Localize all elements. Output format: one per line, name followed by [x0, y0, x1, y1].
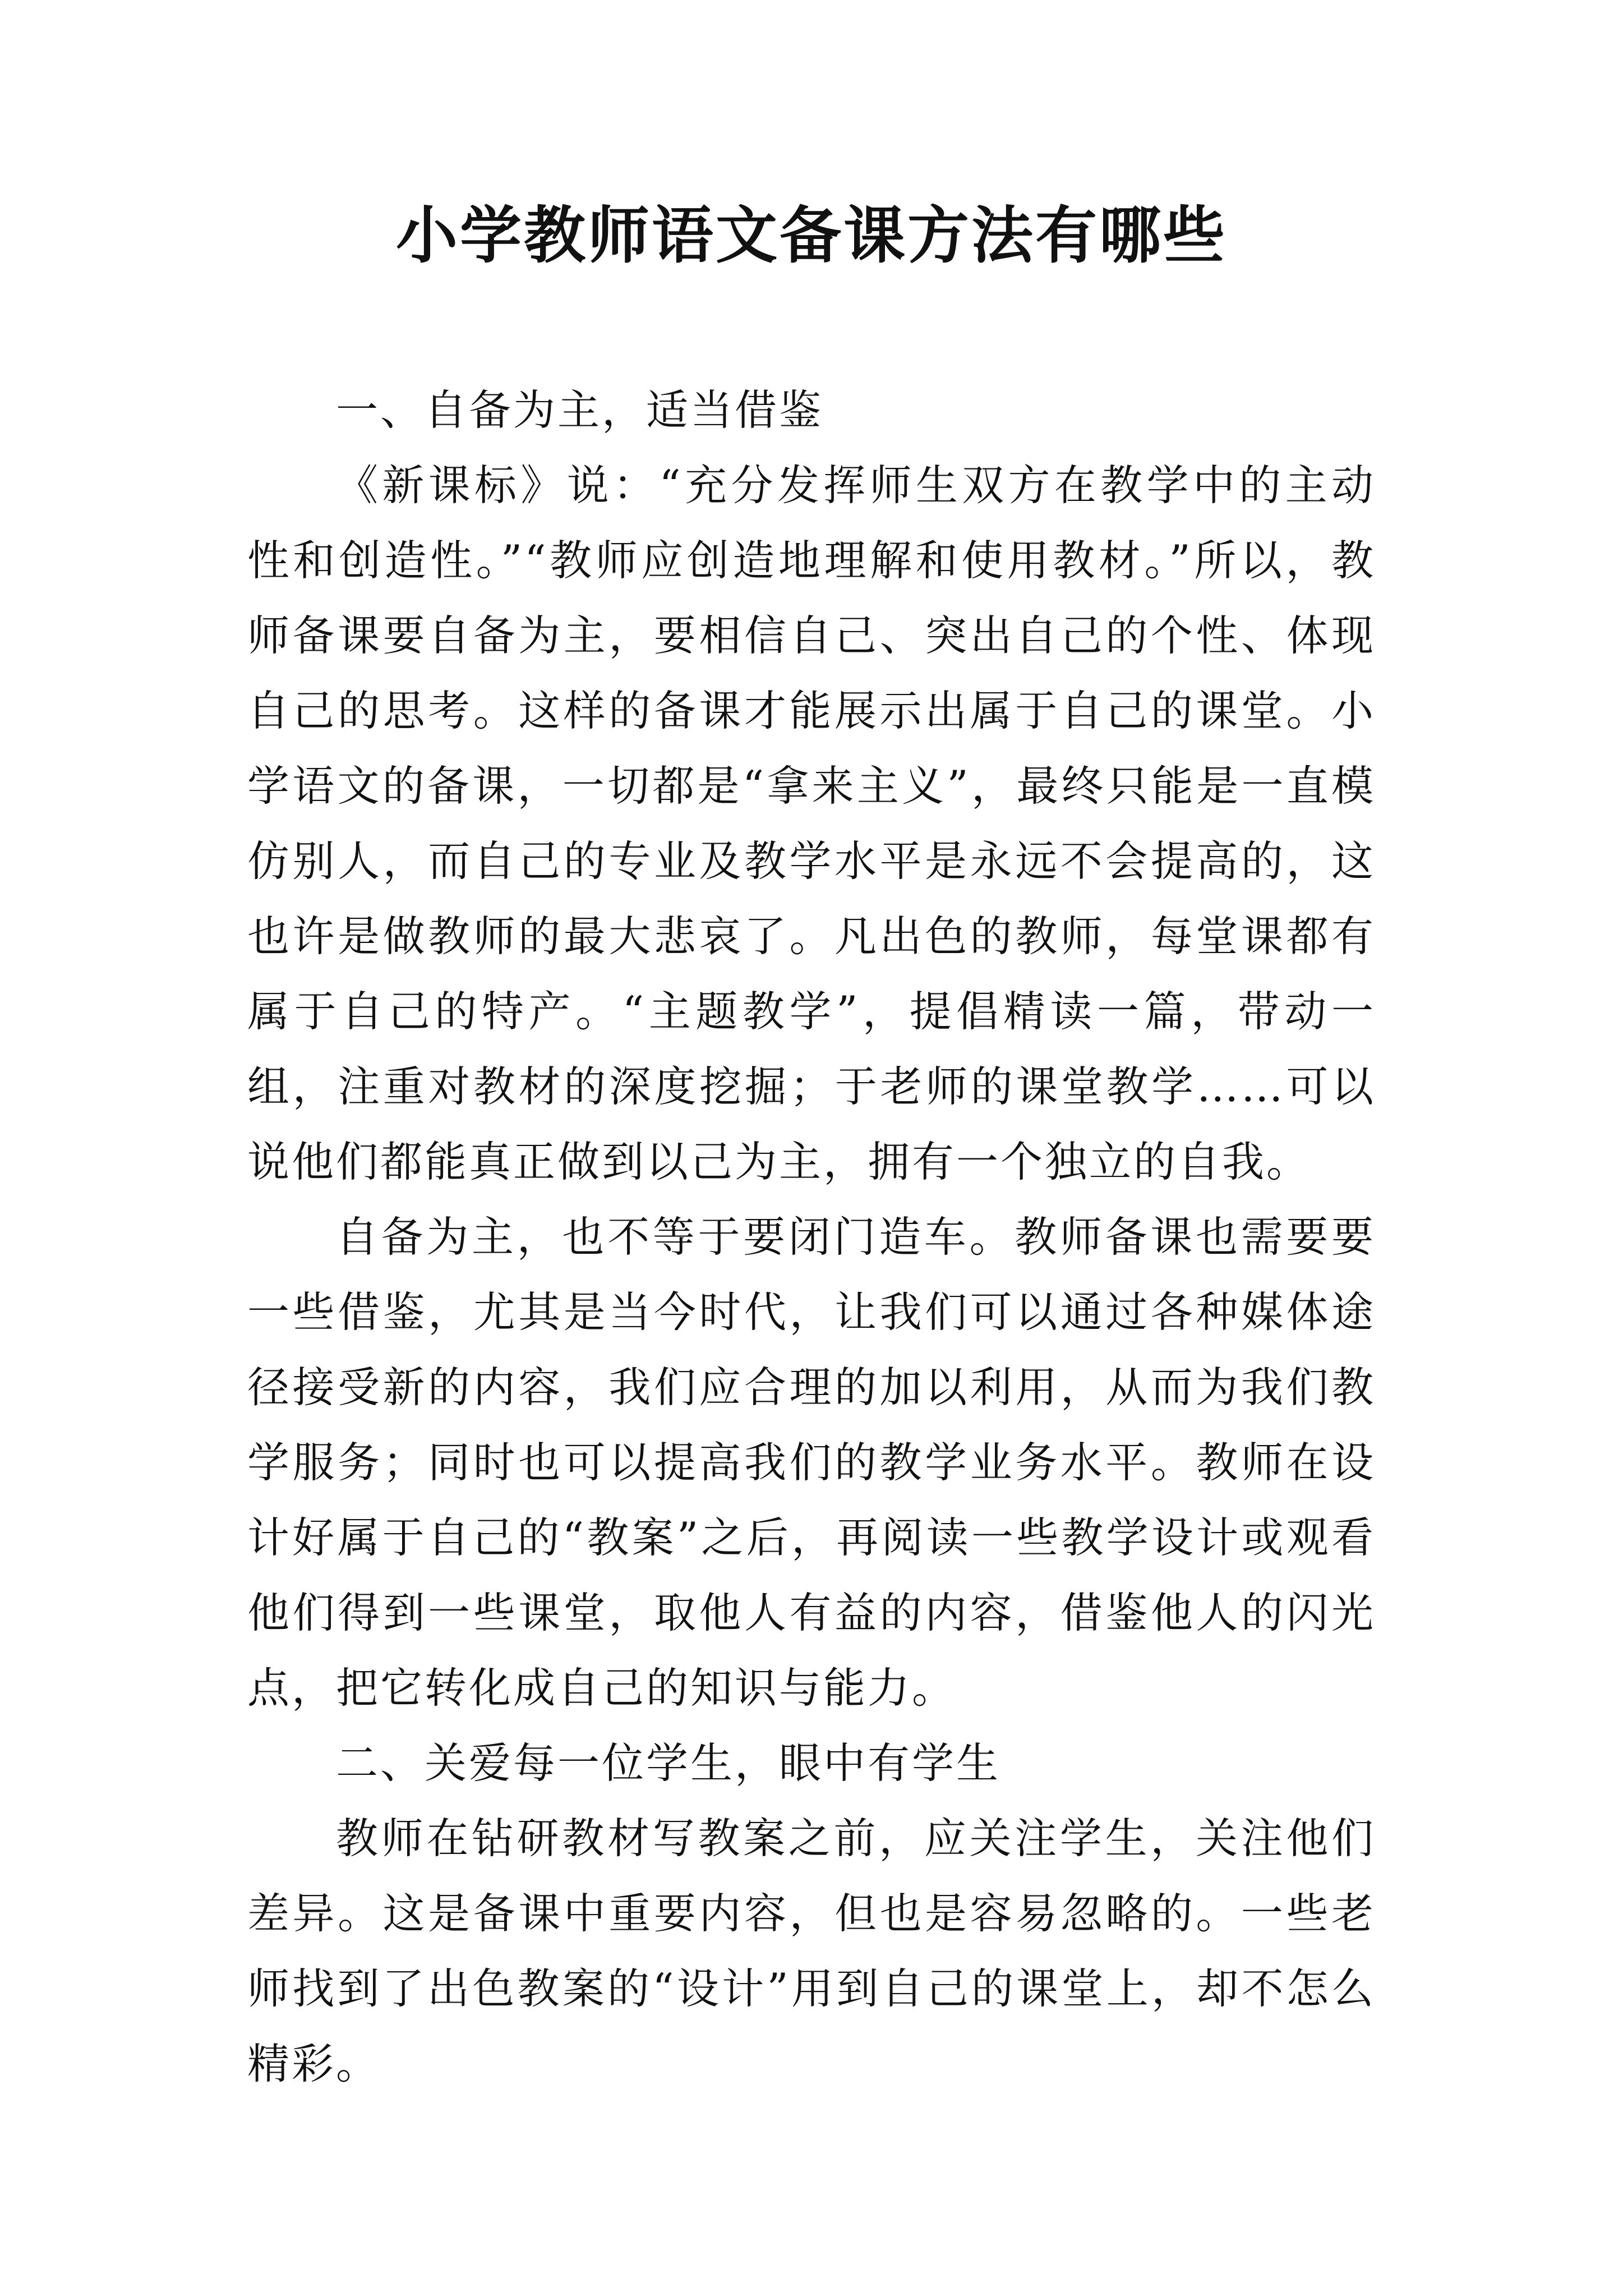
body-paragraph: 《新课标》说：“充分发挥师生双方在教学中的主动性和创造性。”“教师应创造地理解和使用教材。”所以，教师备课要自备为主，要相信自己、突出自己的个性、体现自己的思考。这样的备课才能展示出属于自己的课堂。小学语文的备课，一切都是“拿来主义”，最终只能是一直模仿别人，而自己的专业及教学水平是永远不会提高的，这也许是做教师的最大悲哀了。凡出色的教师，每堂课都有属于自己的特产。“主题教学”，提倡精读一篇，带动一组，注重对教材的深度挖掘；于老师的课堂教学……可以说他们都能真正做到以己为主，拥有一个独立的自我。: [247, 461, 1376, 1186]
document-body: [247, 372, 1376, 2101]
body-paragraph: 教师在钻研教材写教案之前，应关注学生，关注他们差异。这是备课中重要内容，但也是容易忽略的。一些老师找到了出色教案的“设计”用到自己的课堂上，却不怎么精彩。: [247, 1814, 1376, 2088]
body-paragraph: 自备为主，也不等于要闭门造车。教师备课也需要要一些借鉴，尤其是当今时代，让我们可以通过各种媒体途径接受新的内容，我们应合理的加以利用，从而为我们教学服务；同时也可以提高我们的教学业务水平。教师在设计好属于自己的“教案”之后，再阅读一些教学设计或观看他们得到一些课堂，取他人有益的内容，借鉴他人的闪光点，把它转化成自己的知识与能力。: [247, 1212, 1376, 1713]
document-title: 小学教师语文备课方法有哪些: [396, 199, 1227, 272]
section-heading-2: 二、关爱每一位学生，眼中有学生: [336, 1738, 1001, 1788]
section-heading-1: 一、自备为主，适当借鉴: [336, 385, 824, 435]
